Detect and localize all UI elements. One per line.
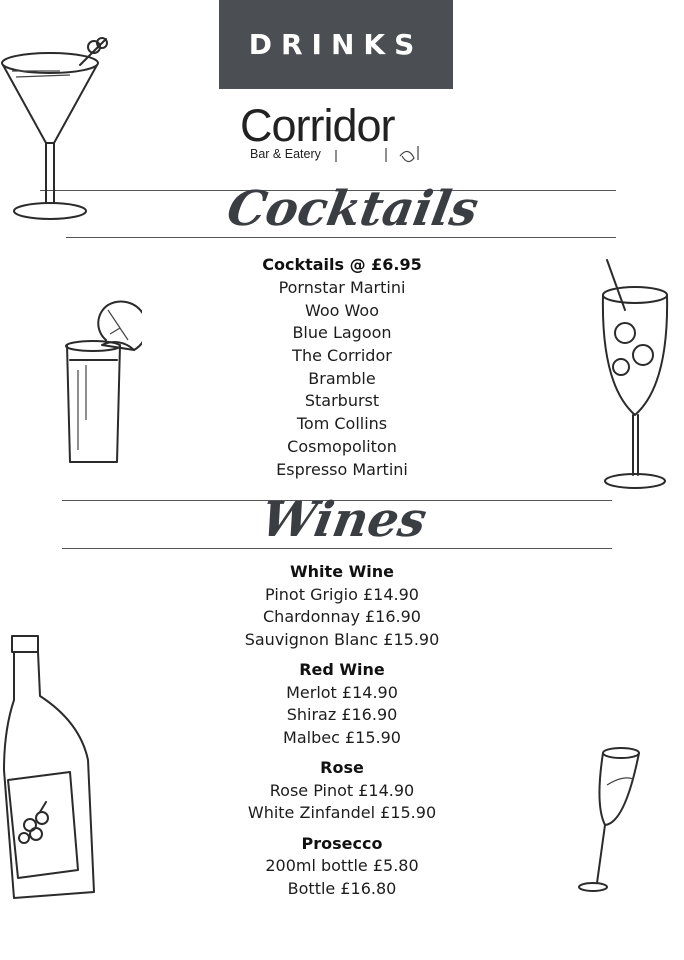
divider — [66, 237, 616, 238]
list-item: Starburst — [304, 391, 380, 411]
page-title: DRINKS — [219, 0, 453, 89]
list-item: 200ml bottle £5.80 — [265, 856, 419, 875]
list-item: Pinot Grigio £14.90 — [265, 584, 419, 604]
wine-group-heading: Rose — [320, 758, 364, 777]
section-title-wines: Wines — [257, 492, 431, 548]
divider — [62, 548, 612, 549]
logo-flourish-icon — [330, 142, 440, 164]
list-item: Malbec £15.90 — [283, 727, 401, 747]
wine-group-heading: Prosecco — [301, 833, 383, 853]
wine-group-heading: Red Wine — [299, 660, 385, 679]
wine-bottle-icon — [0, 630, 100, 905]
list-item: White Zinfandel £15.90 — [247, 803, 437, 822]
list-item: Cosmopoliton — [287, 436, 397, 456]
list-item: Shiraz £16.90 — [286, 705, 398, 724]
section-title-cocktails: Cocktails — [223, 181, 483, 237]
list-item: Pornstar Martini — [278, 278, 406, 297]
champagne-flute-icon — [575, 745, 645, 900]
list-item: Rose Pinot £14.90 — [269, 780, 415, 800]
list-item: Woo Woo — [304, 300, 379, 320]
list-item: Sauvignon Blanc £15.90 — [244, 629, 440, 649]
list-item: Bramble — [308, 368, 376, 388]
list-item: Blue Lagoon — [292, 323, 392, 343]
martini-glass-icon — [0, 35, 115, 225]
wine-group — [0, 561, 684, 651]
logo-tagline: Bar & Eatery — [250, 147, 321, 161]
list-item: The Corridor — [292, 346, 392, 366]
wine-glass-icon — [595, 255, 680, 495]
list-item: Bottle £16.80 — [287, 878, 397, 898]
logo-name: Corridor — [240, 100, 395, 151]
highball-glass-icon — [62, 300, 142, 475]
logo — [240, 98, 440, 168]
list-item: Merlot £14.90 — [286, 682, 398, 702]
list-item: Tom Collins — [296, 414, 388, 434]
list-item: Espresso Martini — [276, 459, 408, 479]
wine-group — [0, 659, 684, 749]
wine-group-heading: White Wine — [290, 562, 394, 581]
cocktails-heading: Cocktails @ £6.95 — [262, 255, 422, 274]
list-item: Chardonnay £16.90 — [263, 607, 421, 626]
